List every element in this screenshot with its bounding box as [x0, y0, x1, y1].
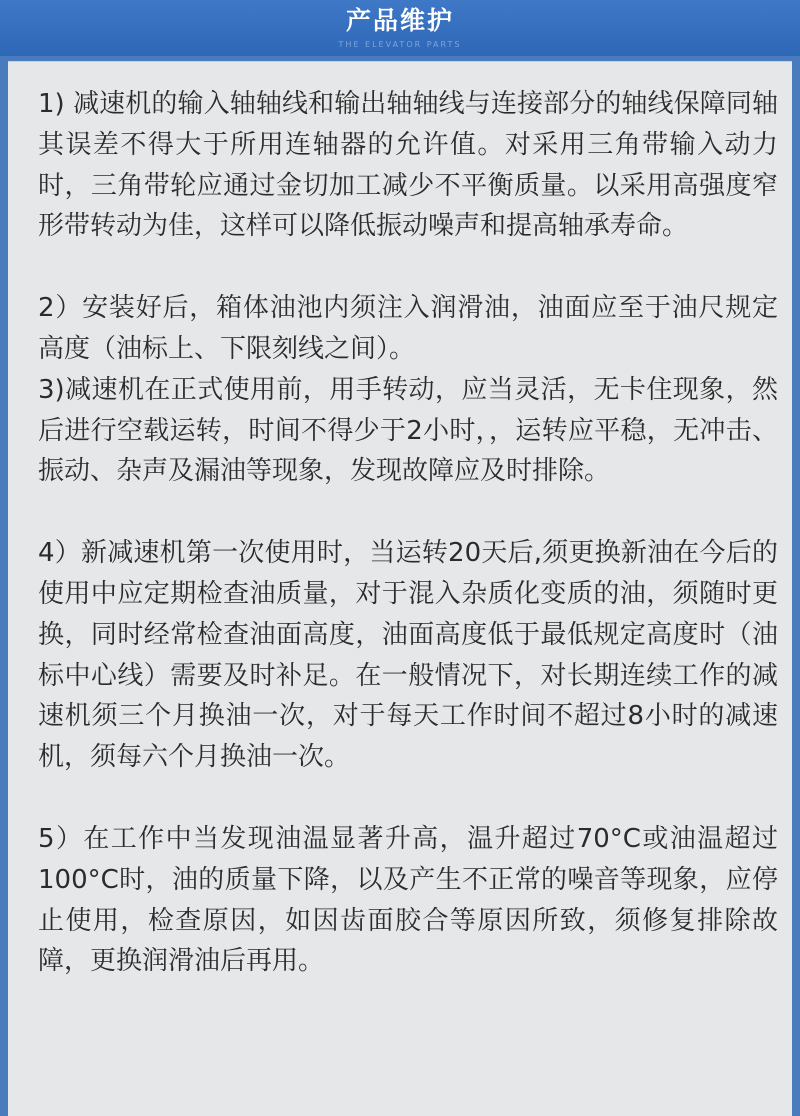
paragraph-gap — [38, 778, 778, 819]
paragraph-1: 1) 减速机的输入轴轴线和输出轴轴线与连接部分的轴线保障同轴其误差不得大于所用连轴器的允许值。对采用三角带输入动力时，三角带轮应通过金切加工减少不平衡质量。以采用高强度窄形带转动为佳，这样可以降低振动噪声和提高轴承寿命。 — [38, 89, 778, 242]
paragraph-gap — [38, 492, 778, 533]
paragraph-3: 3)减速机在正式使用前，用手转动，应当灵活，无卡住现象，然后进行空载运转，时间不得少于2小时，，运转应平稳，无冲击、振动、杂声及漏油等现象，发现故障应及时排除。 — [38, 374, 778, 487]
maintenance-text — [38, 84, 778, 982]
paragraph-gap — [38, 247, 778, 288]
paragraph-5: 5）在工作中当发现油温显著升高，温升超过70°C或油温超过100°C时，油的质量下降，以及产生不正常的噪音等现象，应停止使用，检查原因，如因齿面胶合等原因所致，须修复排除故障，更换润滑油后再用。 — [38, 823, 778, 977]
section-subtitle: THE ELEVATOR PARTS — [338, 40, 462, 49]
paragraph-4: 4）新减速机第一次使用时，当运转20天后,须更换新油在今后的使用中应定期检查油质量，对于混入杂质化变质的油，须随时更换，同时经常检查油面高度，油面高度低于最低规定高度时（油标中心线）需要及时补足。在一般情况下，对长期连续工作的减速机须三个月换油一次，对于每天工作时间不超过8小时的减速机，须每六个月换油一次。 — [38, 538, 778, 773]
paragraph-2: 2）安装好后，箱体油池内须注入润滑油，油面应至于油尺规定高度（油标上、下限刻线之间）。 — [38, 293, 778, 364]
content-panel — [8, 61, 792, 1116]
section-header — [0, 0, 800, 56]
section-title: 产品维护 — [345, 6, 454, 35]
